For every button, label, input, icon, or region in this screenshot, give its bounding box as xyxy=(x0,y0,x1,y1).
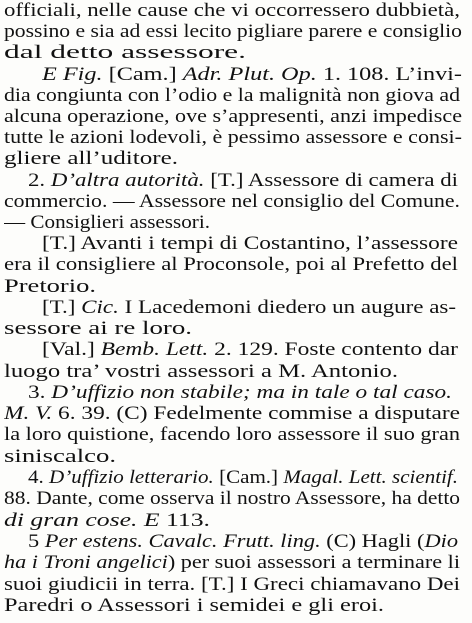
text-line xyxy=(4,424,472,446)
italic-text-segment: E xyxy=(143,511,160,531)
text-line xyxy=(42,339,472,361)
text-line xyxy=(4,191,472,213)
text-line xyxy=(4,318,472,340)
text-line xyxy=(4,21,472,43)
text-segment: era il consigliere al Proconsole, poi al Prefetto del xyxy=(4,255,458,275)
text-segment: ) per suoi assessori a terminare li xyxy=(167,553,461,573)
text-line xyxy=(4,403,472,425)
italic-text-segment: Dio xyxy=(424,532,459,552)
text-segment: 113. xyxy=(159,511,210,531)
text-segment: possino e sia ad essi lecito pigliare parere e consiglio xyxy=(4,22,462,42)
text-segment: sessore ai re loro. xyxy=(4,319,193,339)
text-segment: 2. xyxy=(28,171,51,191)
italic-text-segment: Cic. xyxy=(81,298,119,318)
text-line xyxy=(28,382,472,404)
text-line xyxy=(4,127,472,149)
italic-text-segment: D’uffizio letterario. xyxy=(49,468,214,488)
text-segment: Paredri o Assessori i semidei e gli eroi. xyxy=(4,596,384,616)
text-segment: [Cam.] xyxy=(102,65,183,85)
text-segment: 88. Dante, come osserva il nostro Assessore, ha detto xyxy=(4,489,461,509)
italic-text-segment: Per estens. Cavalc. Frutt. ling. xyxy=(44,532,321,552)
text-line xyxy=(4,276,472,298)
text-line xyxy=(4,574,472,596)
text-segment: 2. 129. Foste contento dar xyxy=(208,340,458,360)
text-line xyxy=(4,361,472,383)
text-segment: gliere all’uditore. xyxy=(4,149,178,169)
text-line xyxy=(4,595,472,617)
italic-text-segment: D’altra autorità. xyxy=(50,171,205,191)
text-segment: dal detto assessore. xyxy=(4,43,247,63)
text-segment: Pretorio. xyxy=(4,277,97,297)
text-segment: [Val.] xyxy=(42,340,101,360)
text-segment: 6. 39. (C) Fedelmente commise a disputare xyxy=(52,404,460,424)
text-line xyxy=(42,233,472,255)
text-segment: 4. xyxy=(28,468,50,488)
text-line xyxy=(4,85,472,107)
text-segment: 1. 108. L’invi- xyxy=(316,65,463,85)
text-segment: [T.] xyxy=(42,298,82,318)
text-segment: I Lacedemoni diedero un augure as- xyxy=(118,298,457,318)
text-segment: dia congiunta con l’odio e la malignità non giova ad xyxy=(4,86,461,106)
italic-text-segment: M. V. xyxy=(4,404,53,424)
text-line xyxy=(4,254,472,276)
italic-text-segment: Magal. Lett. scientif. xyxy=(283,468,459,488)
text-line xyxy=(4,552,472,574)
text-segment: officiali, nelle cause che vi occorressero dubbietà, xyxy=(4,1,460,21)
italic-text-segment: E Fig. xyxy=(42,65,103,85)
text-line xyxy=(42,297,472,319)
text-line xyxy=(4,446,472,468)
italic-text-segment: D’uffizio non stabile; ma in tale o tal caso. xyxy=(51,383,452,403)
text-segment: alcuna operazione, ove s’appresenti, anzi impedisce xyxy=(4,107,463,127)
text-segment: (C) Hagli ( xyxy=(320,532,425,552)
text-segment: [Cam.] xyxy=(213,468,284,488)
text-segment: tutte le azioni lodevoli, è pessimo assessore e consi- xyxy=(4,128,463,148)
text-line xyxy=(4,488,472,510)
text-segment: siniscalco. xyxy=(4,447,116,467)
text-segment: 3. xyxy=(28,383,52,403)
italic-text-segment: di gran cose. xyxy=(4,511,138,531)
text-line xyxy=(28,531,472,553)
text-line xyxy=(4,212,472,234)
text-line xyxy=(28,170,472,192)
text-line xyxy=(4,106,472,128)
text-line xyxy=(4,42,472,64)
text-segment: [T.] Assessore di camera di xyxy=(204,171,458,191)
text-segment: la loro quistione, facendo loro assessore il suo gran xyxy=(4,425,461,445)
text-segment: 5 xyxy=(28,532,45,552)
italic-text-segment: ha i Troni angelici xyxy=(4,553,168,573)
text-segment: suoi giudicii in terra. [T.] I Greci chiamavano Dei xyxy=(4,575,460,595)
text-segment: [T.] Avanti i tempi di Costantino, l’assessore xyxy=(42,234,458,254)
italic-text-segment: Adr. Plut. Op. xyxy=(182,65,317,85)
text-line xyxy=(4,510,472,532)
text-segment: — Consiglieri assessori. xyxy=(4,213,211,233)
text-segment: luogo tra’ vostri assessori a M. Antonio. xyxy=(4,362,399,382)
text-line xyxy=(4,148,472,170)
italic-text-segment: Bemb. Lett. xyxy=(100,340,209,360)
text-line xyxy=(42,64,472,86)
text-segment: commercio. — Assessore nel consiglio del Comune. xyxy=(4,192,460,212)
text-line xyxy=(4,0,472,22)
text-line xyxy=(28,467,472,489)
